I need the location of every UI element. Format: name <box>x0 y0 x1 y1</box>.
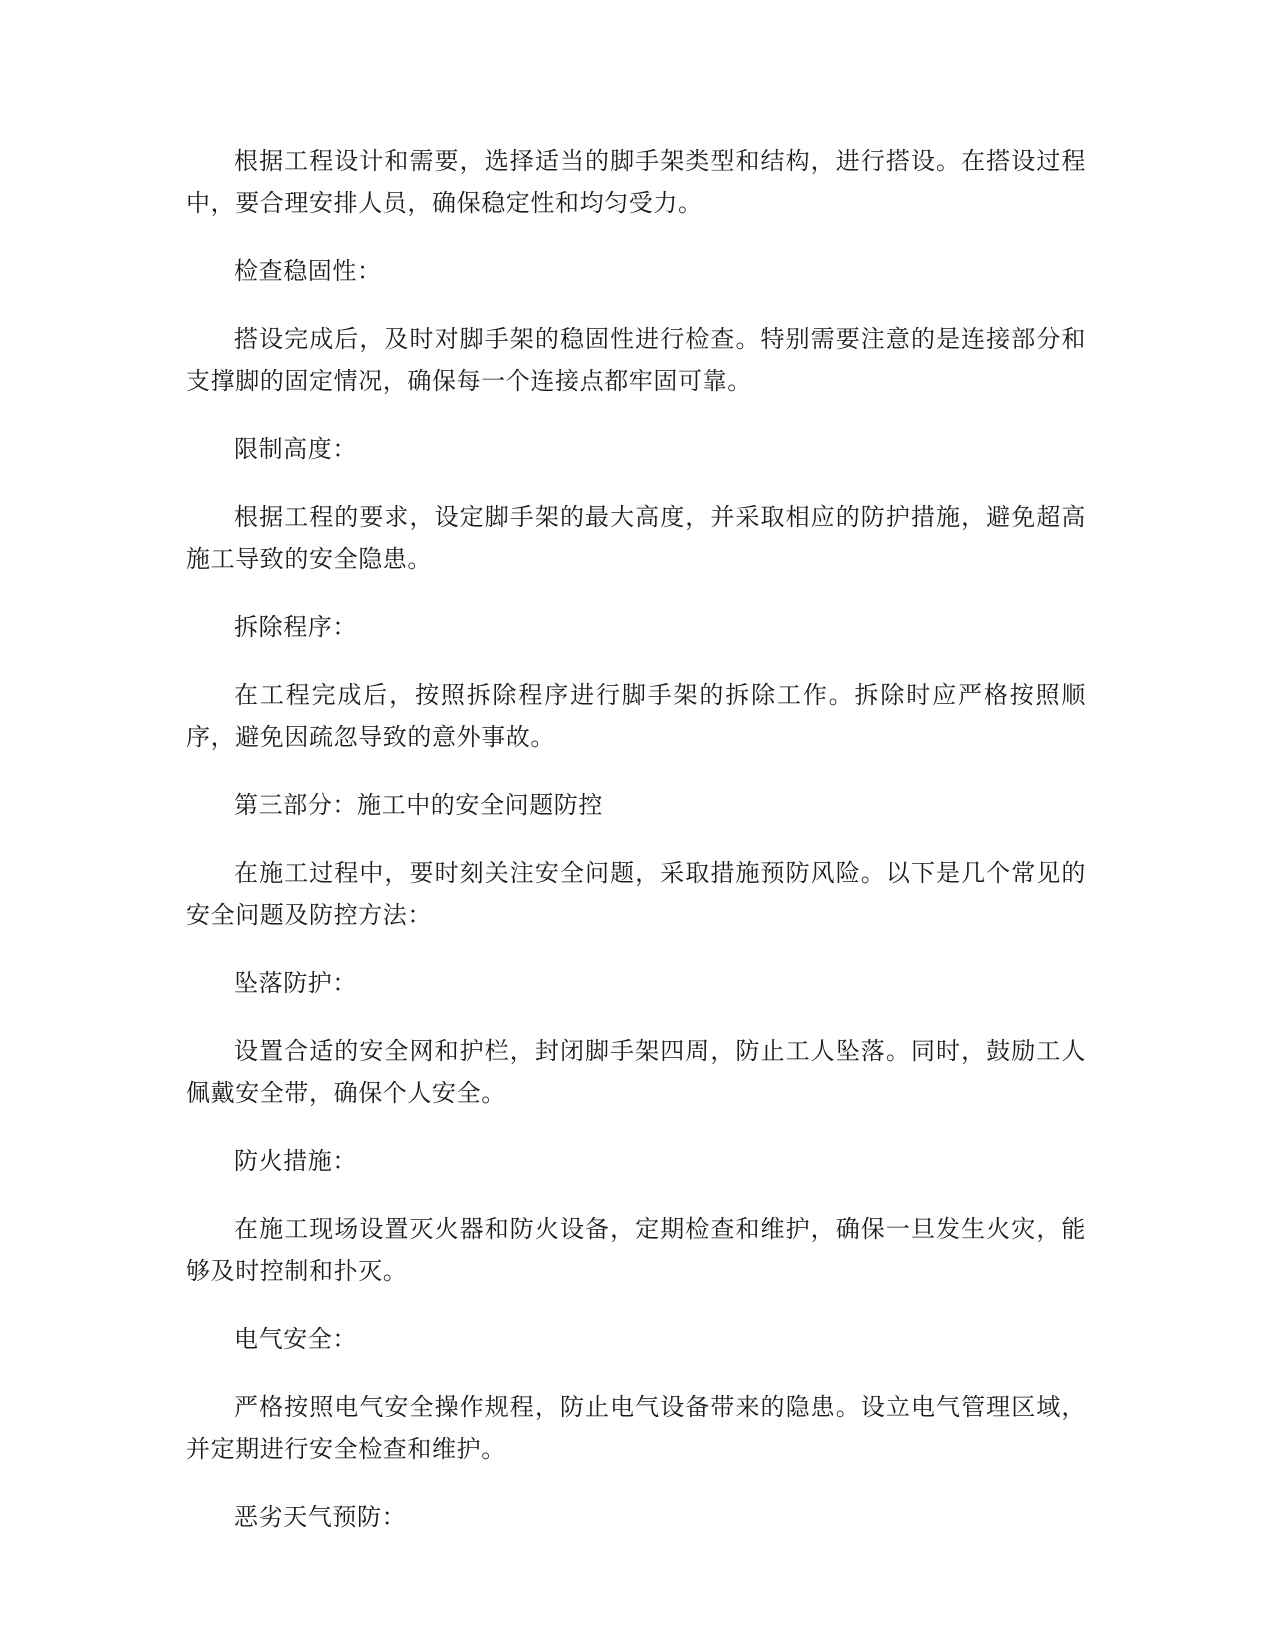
heading-dismantling: 拆除程序： <box>234 613 357 641</box>
paragraph-part-three-intro: 在施工过程中，要时刻关注安全问题，采取措施预防风险。以下是几个常见的安全问题及防控方法： <box>186 859 1086 929</box>
document-body <box>186 140 1086 1564</box>
paragraph-electrical-safety: 严格按照电气安全操作规程，防止电气设备带来的隐患。设立电气管理区域，并定期进行安全检查和维护。 <box>186 1393 1086 1463</box>
heading-fall-protection: 坠落防护： <box>234 969 357 997</box>
heading-part-three: 第三部分：施工中的安全问题防控 <box>234 791 603 819</box>
paragraph-check-stability: 搭设完成后，及时对脚手架的稳固性进行检查。特别需要注意的是连接部分和支撑脚的固定情况，确保每一个连接点都牢固可靠。 <box>186 325 1086 395</box>
paragraph-height-limit: 根据工程的要求，设定脚手架的最大高度，并采取相应的防护措施，避免超高施工导致的安全隐患。 <box>186 503 1086 573</box>
paragraph-scaffold-erection: 根据工程设计和需要，选择适当的脚手架类型和结构，进行搭设。在搭设过程中，要合理安排人员，确保稳定性和均匀受力。 <box>186 147 1086 217</box>
heading-fire-prevention: 防火措施： <box>234 1147 357 1175</box>
heading-electrical-safety: 电气安全： <box>234 1325 357 1353</box>
paragraph-fall-protection: 设置合适的安全网和护栏，封闭脚手架四周，防止工人坠落。同时，鼓励工人佩戴安全带，确保个人安全。 <box>186 1037 1086 1107</box>
paragraph-dismantling: 在工程完成后，按照拆除程序进行脚手架的拆除工作。拆除时应严格按照顺序，避免因疏忽导致的意外事故。 <box>186 681 1086 751</box>
paragraph-fire-prevention: 在施工现场设置灭火器和防火设备，定期检查和维护，确保一旦发生火灾，能够及时控制和扑灭。 <box>186 1215 1086 1285</box>
heading-check-stability: 检查稳固性： <box>234 257 382 285</box>
heading-height-limit: 限制高度： <box>234 435 357 463</box>
heading-bad-weather: 恶劣天气预防： <box>234 1503 407 1531</box>
